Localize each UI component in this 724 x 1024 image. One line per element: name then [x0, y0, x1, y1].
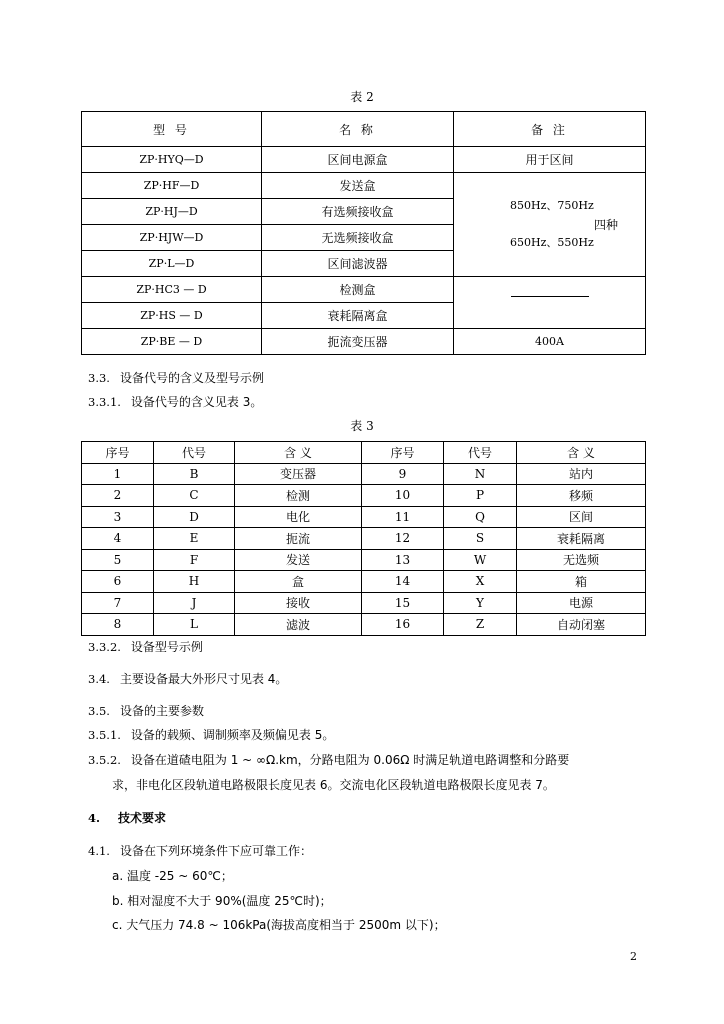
- table-2: [81, 111, 646, 355]
- index-cell: 15: [362, 592, 444, 614]
- header-note: 备 注: [454, 112, 646, 147]
- code-cell: P: [444, 485, 517, 507]
- name-cell: 扼流变压器: [262, 329, 454, 355]
- table-header-row: [82, 112, 646, 147]
- model-cell: ZP·HJ—D: [82, 199, 262, 225]
- header-model: 型 号: [82, 112, 262, 147]
- table-row: [82, 571, 646, 593]
- index-cell: 6: [82, 571, 154, 593]
- model-cell: ZP·HF—D: [82, 173, 262, 199]
- freq-line-2: 650Hz、550Hz: [510, 236, 594, 249]
- table-row: [82, 592, 646, 614]
- section-number: 3.5.1.: [88, 728, 121, 742]
- meaning-cell: 检测: [235, 485, 362, 507]
- meaning-cell: 自动闭塞: [517, 614, 646, 636]
- code-cell: Q: [444, 506, 517, 528]
- section-number: 3.3.: [88, 371, 110, 385]
- code-cell: N: [444, 463, 517, 485]
- section-number: 3.3.2.: [88, 640, 121, 654]
- index-cell: 2: [82, 485, 154, 507]
- meaning-cell: 变压器: [235, 463, 362, 485]
- condition-b: b. 相对湿度不大于 90%(温度 25℃时)；: [112, 894, 332, 908]
- section-number: 4.: [88, 811, 101, 825]
- index-cell: 9: [362, 463, 444, 485]
- name-cell: 区间电源盒: [262, 147, 454, 173]
- frequency-note-cell: [454, 173, 646, 277]
- freq-side-note: 四种: [594, 218, 619, 232]
- index-cell: 8: [82, 614, 154, 636]
- table2-caption: 表 2: [350, 90, 374, 104]
- index-cell: 1: [82, 463, 154, 485]
- table-header-row: [82, 442, 646, 464]
- header-meaning: 含 义: [235, 442, 362, 464]
- para-4-1: [88, 842, 312, 859]
- table-row: [82, 173, 646, 199]
- meaning-cell: 衰耗隔离: [517, 528, 646, 550]
- table-row: [82, 147, 646, 173]
- name-cell: 发送盒: [262, 173, 454, 199]
- note-cell: 用于区间: [454, 147, 646, 173]
- meaning-cell: 扼流: [235, 528, 362, 550]
- meaning-cell: 站内: [517, 463, 646, 485]
- model-cell: ZP·L—D: [82, 251, 262, 277]
- para-text: 设备型号示例: [130, 640, 203, 654]
- index-cell: 14: [362, 571, 444, 593]
- header-name: 名 称: [262, 112, 454, 147]
- model-cell: ZP·HS — D: [82, 303, 262, 329]
- table-row: [82, 614, 646, 636]
- index-cell: 7: [82, 592, 154, 614]
- section-number: 3.5.2.: [88, 753, 121, 767]
- model-cell: ZP·BE — D: [82, 329, 262, 355]
- index-cell: 5: [82, 549, 154, 571]
- para-3-5-2: [88, 751, 569, 768]
- index-cell: 16: [362, 614, 444, 636]
- table-row: [82, 277, 646, 303]
- section-number: 3.3.1.: [88, 395, 121, 409]
- header-index: 序号: [82, 442, 154, 464]
- para-3-5-1: [88, 726, 334, 743]
- index-cell: 10: [362, 485, 444, 507]
- meaning-cell: 发送: [235, 549, 362, 571]
- para-3-5-2-continued: 求，非电化区段轨道电路极限长度见表 6。交流电化区段轨道电路极限长度见表 7。: [112, 778, 555, 792]
- table-row: [82, 463, 646, 485]
- meaning-cell: 无选频: [517, 549, 646, 571]
- para-text: 设备在下列环境条件下应可靠工作：: [119, 844, 312, 858]
- code-cell: B: [154, 463, 235, 485]
- index-cell: 13: [362, 549, 444, 571]
- code-cell: J: [154, 592, 235, 614]
- name-cell: 无选频接收盒: [262, 225, 454, 251]
- meaning-cell: 移频: [517, 485, 646, 507]
- meaning-cell: 电源: [517, 592, 646, 614]
- name-cell: 衰耗隔离盒: [262, 303, 454, 329]
- meaning-cell: 区间: [517, 506, 646, 528]
- code-cell: D: [154, 506, 235, 528]
- name-cell: 区间滤波器: [262, 251, 454, 277]
- note-cell: 400A: [454, 329, 646, 355]
- table-3: [81, 441, 646, 636]
- name-cell: 有选频接收盒: [262, 199, 454, 225]
- index-cell: 11: [362, 506, 444, 528]
- para-3-5: [88, 702, 204, 719]
- model-cell: ZP·HJW—D: [82, 225, 262, 251]
- header-index: 序号: [362, 442, 444, 464]
- para-text: 设备的载频、调制频率及频偏见表 5。: [130, 728, 335, 742]
- para-text: 设备的主要参数: [119, 704, 204, 718]
- meaning-cell: 箱: [517, 571, 646, 593]
- table-row: [82, 528, 646, 550]
- para-text: 设备代号的含义见表 3。: [130, 395, 263, 409]
- blank-line: [511, 296, 589, 297]
- table3-caption: 表 3: [350, 419, 374, 433]
- code-cell: L: [154, 614, 235, 636]
- index-cell: 12: [362, 528, 444, 550]
- index-cell: 3: [82, 506, 154, 528]
- code-cell: E: [154, 528, 235, 550]
- table-row: [82, 485, 646, 507]
- para-3-3-1: [88, 393, 262, 410]
- code-cell: F: [154, 549, 235, 571]
- page-number: 2: [630, 950, 637, 963]
- freq-line-1: 850Hz、750Hz: [510, 199, 594, 212]
- para-text: 设备在道碴电阻为 1 ~ ∞Ω.km，分路电阻为 0.06Ω 时满足轨道电路调整和分路要: [130, 753, 570, 767]
- code-cell: Y: [444, 592, 517, 614]
- code-cell: C: [154, 485, 235, 507]
- name-cell: 检测盒: [262, 277, 454, 303]
- code-cell: S: [444, 528, 517, 550]
- header-meaning: 含 义: [517, 442, 646, 464]
- condition-c: c. 大气压力 74.8 ~ 106kPa(海拔高度相当于 2500m 以下)；: [112, 918, 446, 932]
- meaning-cell: 接收: [235, 592, 362, 614]
- index-cell: 4: [82, 528, 154, 550]
- model-cell: ZP·HYQ—D: [82, 147, 262, 173]
- code-cell: H: [154, 571, 235, 593]
- table-row: [82, 329, 646, 355]
- meaning-cell: 滤波: [235, 614, 362, 636]
- blank-note-cell: [454, 277, 646, 329]
- para-text: 设备代号的含义及型号示例: [119, 371, 264, 385]
- para-3-3-2: [88, 638, 203, 655]
- header-code: 代号: [154, 442, 235, 464]
- section-4-heading: [88, 809, 166, 826]
- section-number: 3.4.: [88, 672, 110, 686]
- code-cell: Z: [444, 614, 517, 636]
- meaning-cell: 盒: [235, 571, 362, 593]
- section-number: 4.1.: [88, 844, 110, 858]
- header-code: 代号: [444, 442, 517, 464]
- para-3-3: [88, 369, 264, 386]
- meaning-cell: 电化: [235, 506, 362, 528]
- table-row: [82, 549, 646, 571]
- table-row: [82, 506, 646, 528]
- para-text: 主要设备最大外形尺寸见表 4。: [119, 672, 288, 686]
- model-cell: ZP·HC3 — D: [82, 277, 262, 303]
- section-title: 技术要求: [118, 811, 167, 825]
- section-number: 3.5.: [88, 704, 110, 718]
- code-cell: W: [444, 549, 517, 571]
- condition-a: a. 温度 -25 ~ 60℃；: [112, 869, 233, 883]
- code-cell: X: [444, 571, 517, 593]
- para-3-4: [88, 670, 287, 687]
